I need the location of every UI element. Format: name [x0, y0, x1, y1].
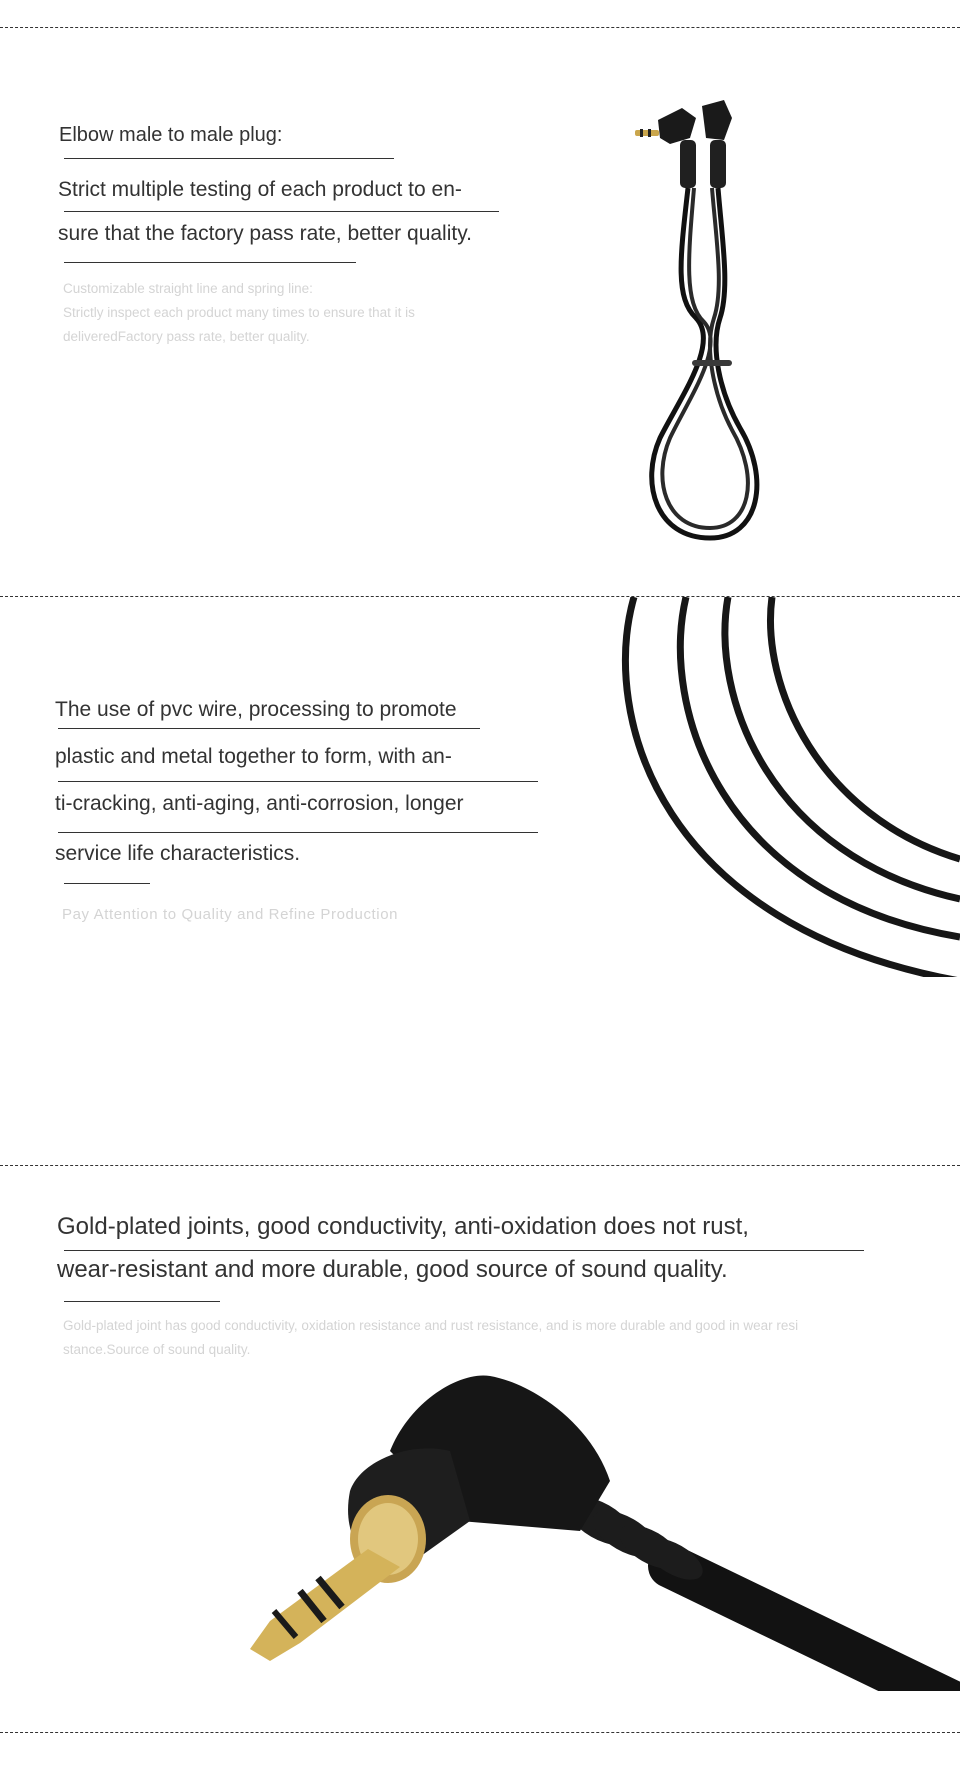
- line-2-underline: [64, 262, 356, 263]
- section1-faint-3: deliveredFactory pass rate, better quality.: [63, 329, 310, 344]
- section-gold-plated: [0, 1166, 960, 1732]
- cable-arcs-image: [600, 597, 960, 977]
- section2-line-4: service life characteristics.: [55, 842, 301, 865]
- s2-line-1-underline: [58, 728, 480, 729]
- section2-line-2: plastic and metal together to form, with an-: [55, 745, 452, 768]
- section1-faint-2: Strictly inspect each product many times to ensure that it is: [63, 305, 415, 320]
- section1-line-1: Strict multiple testing of each product to en-: [58, 178, 462, 201]
- s3-line-1-underline: [64, 1250, 864, 1251]
- section1-line-2: sure that the factory pass rate, better quality.: [58, 222, 472, 245]
- section2-line-1: The use of pvc wire, processing to promote: [55, 698, 457, 721]
- s2-line-2-underline: [58, 781, 538, 782]
- coiled-cable-image: [620, 98, 840, 578]
- section3-line-1: Gold-plated joints, good conductivity, anti-oxidation does not rust,: [57, 1213, 749, 1240]
- section2-faint: Pay Attention to Quality and Refine Production: [62, 906, 399, 923]
- section2-line-3: ti-cracking, anti-aging, anti-corrosion, longer: [55, 792, 464, 815]
- line-1-underline: [64, 211, 499, 212]
- s2-line-4-underline: [64, 883, 150, 884]
- section-divider-bottom: [0, 1732, 960, 1733]
- section1-faint-1: Customizable straight line and spring line:: [63, 281, 313, 296]
- section-elbow-plug: [0, 28, 960, 596]
- section-pvc-wire: [0, 597, 960, 1164]
- s2-line-3-underline: [58, 832, 538, 833]
- section3-line-2: wear-resistant and more durable, good source of sound quality.: [57, 1256, 728, 1283]
- section1-heading: Elbow male to male plug:: [59, 124, 283, 146]
- right-angle-plug-image: [240, 1371, 960, 1691]
- s3-line-2-underline: [64, 1301, 220, 1302]
- heading-underline: [64, 158, 394, 159]
- section3-faint-2: stance.Source of sound quality.: [63, 1342, 251, 1357]
- section3-faint-1: Gold-plated joint has good conductivity, oxidation resistance and rust resistance, and is more durable and good in wear resi: [63, 1318, 799, 1333]
